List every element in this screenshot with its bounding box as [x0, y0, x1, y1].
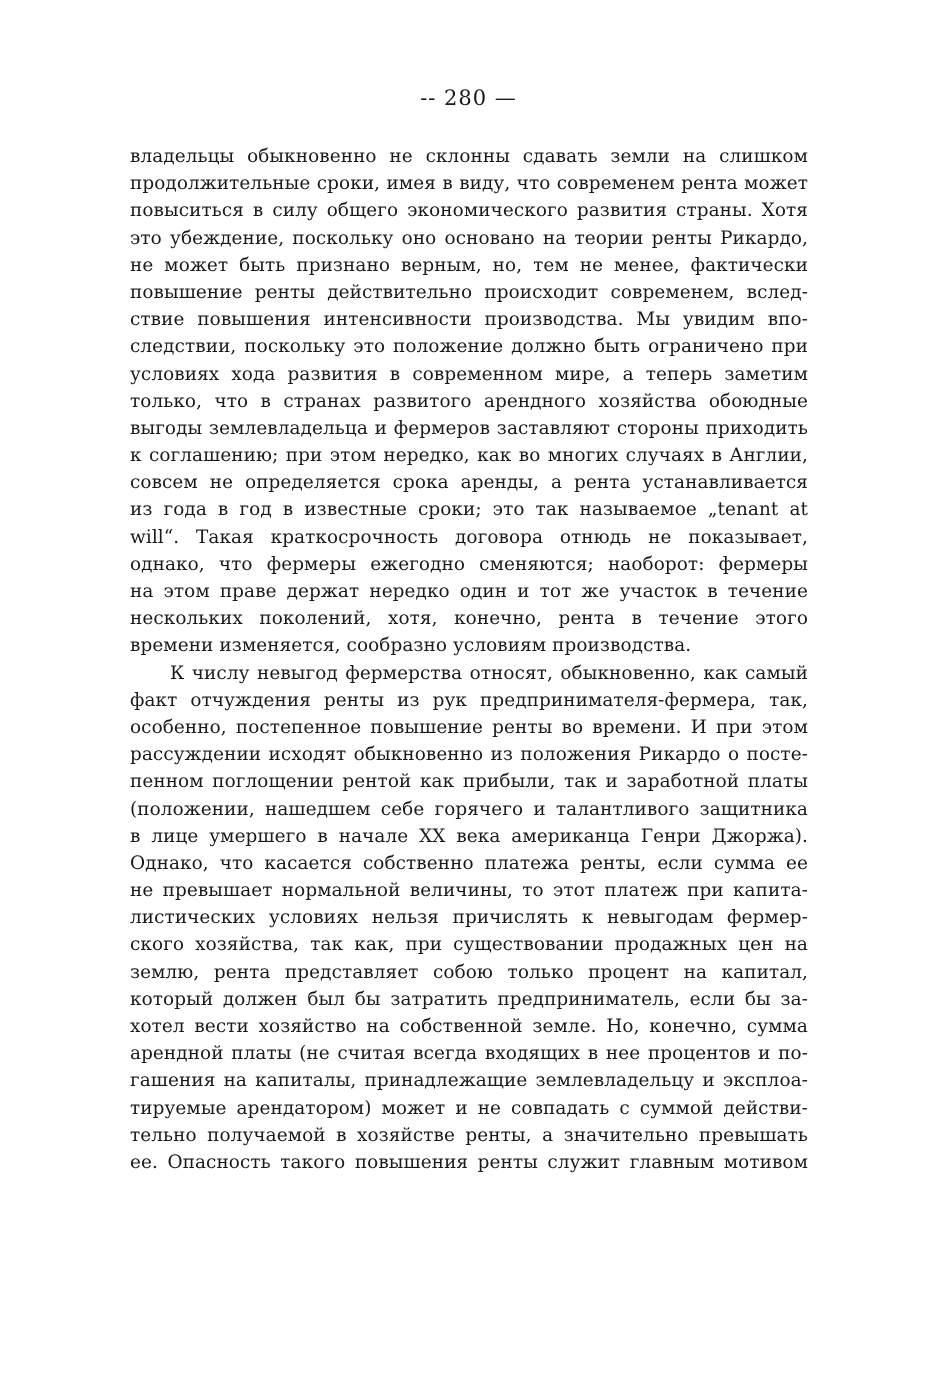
- text-line: владельцы обыкновенно не склонны сдавать земли на слишком: [130, 146, 808, 167]
- text-line: (положении, нашедшем себе горячего и талантливого защитника: [130, 798, 808, 820]
- text-line: в лице умершего в начале XX века американца Генри Джоржа).: [130, 825, 808, 847]
- text-line: к соглашению; при этом нередко, как во многих случаях в Англии,: [130, 445, 808, 467]
- text-line: хотел вести хозяйство на собственной земле. Но, конечно, сумма: [130, 1016, 808, 1037]
- text-line: который должен был бы затратить предприниматель, если бы за-: [130, 988, 808, 1010]
- text-line: на этом праве держат нередко один и тот же участок в течение: [130, 581, 808, 602]
- text-line: will“. Такая краткосрочность договора отнюдь не показывает,: [130, 526, 808, 548]
- text-line: ского хозяйства, так как, при существовании продажных цен на: [130, 934, 808, 956]
- text-line: времени изменяется, сообразно условиям производства.: [130, 635, 692, 657]
- text-line: только, что в странах развитого арендного хозяйства обоюдные: [130, 390, 808, 412]
- paragraph-1: [130, 143, 808, 660]
- text-line: условиях хода развития в современном мире, а теперь заметим: [130, 363, 808, 385]
- text-line: рассуждении исходят обыкновенно из положения Рикардо о посте-: [130, 744, 808, 766]
- text-line: не превышает нормальной величины, то этот платеж при капита-: [130, 880, 808, 902]
- text-line: арендной платы (не считая всегда входящих в нее процентов и по-: [130, 1043, 808, 1065]
- text-line: повышение ренты действительно происходит современем, вслед-: [130, 281, 808, 303]
- text-line: это убеждение, поскольку оно основано на теории ренты Рикардо,: [130, 227, 808, 249]
- text-line: однако, что фермеры ежегодно сменяются; наоборот: фермеры: [130, 553, 808, 575]
- paragraph-2: [130, 660, 808, 1177]
- text-line: выгоды землевладельца и фермеров заставляют стороны приходить: [130, 417, 808, 439]
- text-line: Однако, что касается собственно платежа ренты, если сумма ее: [130, 852, 808, 874]
- page-number: -- 280 —: [420, 86, 517, 110]
- body-text: [130, 143, 808, 1176]
- text-line: ее. Опасность такого повышения ренты служит главным мотивом: [130, 1151, 808, 1173]
- text-line: ствие повышения интенсивности производства. Мы увидим впо-: [130, 309, 808, 331]
- text-line: особенно, постепенное повышение ренты во времени. И при этом: [130, 716, 808, 738]
- text-line: факт отчуждения ренты из рук предпринимателя-фермера, так,: [130, 689, 808, 711]
- text-line: нескольких поколений, хотя, конечно, рента в течение этого: [130, 608, 808, 630]
- text-line: продолжительные сроки, имея в виду, что современем рента может: [130, 173, 808, 195]
- text-line: землю, рента представляет собою только процент на капитал,: [130, 961, 808, 983]
- text-line: повыситься в силу общего экономического развития страны. Хотя: [130, 200, 808, 222]
- text-line: тельно получаемой в хозяйстве ренты, а значительно превышать: [130, 1124, 808, 1146]
- text-line: пенном поглощении рентой как прибыли, так и заработной платы: [130, 771, 808, 793]
- text-line: совсем не определяется срока аренды, а рента устанавливается: [130, 472, 808, 494]
- text-line: К числу невыгод фермерства относят, обыкновенно, как самый: [170, 662, 808, 684]
- text-line: из года в год в известные сроки; это так называемое „tenant at: [130, 499, 808, 521]
- text-line: не может быть признано верным, но, тем не менее, фактически: [130, 254, 808, 276]
- text-line: тируемые арендатором) может и не совпадать с суммой действи-: [130, 1097, 808, 1119]
- text-line: гашения на капиталы, принадлежащие землевладельцу и эксплоа-: [130, 1070, 808, 1092]
- text-line: следствии, поскольку это положение должно быть ограничено при: [130, 336, 808, 358]
- text-line: листических условиях нельзя причислять к невыгодам фермер-: [130, 907, 808, 929]
